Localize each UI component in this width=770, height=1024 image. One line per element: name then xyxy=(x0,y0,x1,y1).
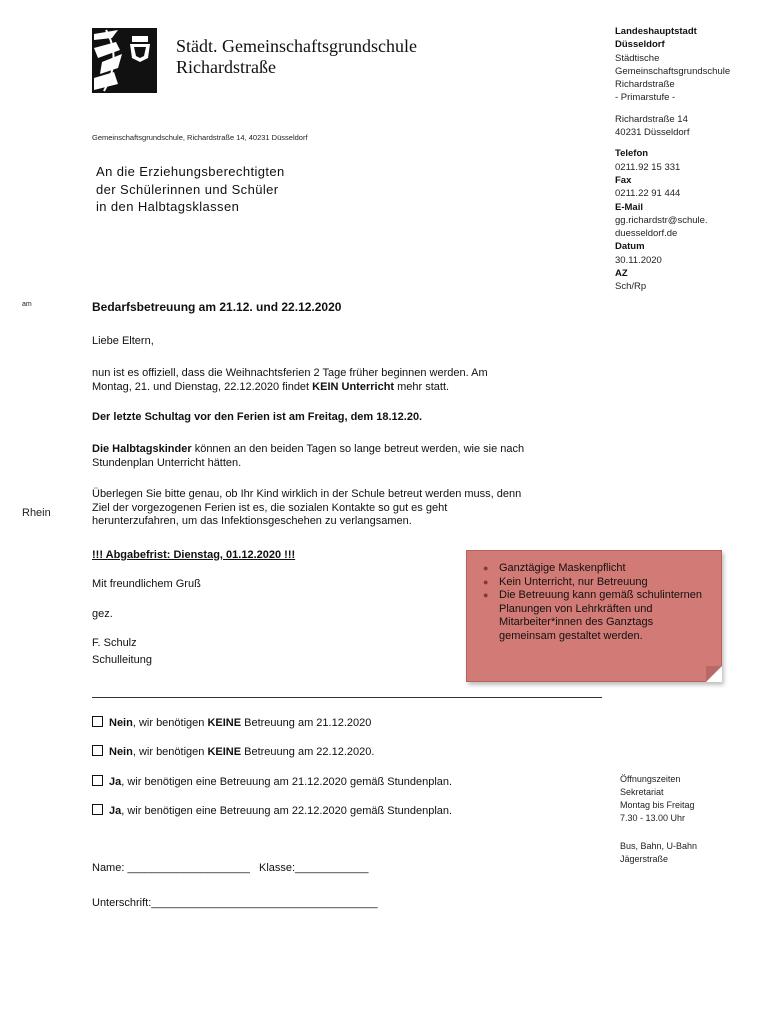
info-date-label: Datum xyxy=(615,241,645,253)
info-org1: Landeshauptstadt xyxy=(615,26,697,37)
city-emblem-icon xyxy=(92,28,157,93)
signature-field[interactable]: Unterschrift:_____________________________________ xyxy=(92,897,378,909)
note-list xyxy=(483,562,711,643)
paragraph-1 xyxy=(92,367,612,394)
info-addr2: 40231 Düsseldorf xyxy=(615,127,690,139)
office-hours xyxy=(620,773,760,825)
option-yes-22[interactable]: Ja, wir benötigen eine Betreuung am 22.12.2020 gemäß Stundenplan. xyxy=(92,804,452,817)
info-email-label: E-Mail xyxy=(615,201,643,213)
paragraph-3-line2: Stundenplan Unterricht hätten. xyxy=(92,456,242,469)
letter-subject: Bedarfsbetreuung am 21.12. und 22.12.2020 xyxy=(92,300,342,314)
greeting: Liebe Eltern, xyxy=(92,335,154,347)
sender-address-line: Gemeinschaftsgrundschule, Richardstraße 14, 40231 Düsseldorf xyxy=(92,133,308,142)
paragraph-3-line1: Die Halbtagskinder können an den beiden Tagen so lange betreut werden, wie sie nach xyxy=(92,443,525,455)
info-fax: 0211.22 91 444 xyxy=(615,188,681,200)
info-org3: Städtische xyxy=(615,52,660,64)
name-field[interactable] xyxy=(92,862,368,874)
paragraph-1-line2: Montag, 21. und Dienstag, 22.12.2020 findet KEIN Unterricht mehr statt. xyxy=(92,380,450,393)
recipient-line2: der Schülerinnen und Schüler xyxy=(96,181,279,197)
info-org2: Düsseldorf xyxy=(615,39,665,51)
office-hours-line2: Sekretariat xyxy=(620,787,664,797)
info-org5: Richardstraße xyxy=(615,79,675,91)
bullet-icon: ● xyxy=(483,590,489,600)
deadline: !!! Abgabefrist: Dienstag, 01.12.2020 !!! xyxy=(92,549,296,561)
school-name-line1: Städt. Gemeinschaftsgrundschule xyxy=(176,36,417,56)
checkbox-icon[interactable] xyxy=(92,716,103,727)
school-name xyxy=(176,36,506,78)
info-org4: Gemeinschaftsgrundschule xyxy=(615,65,731,77)
recipient-block xyxy=(96,163,285,216)
transit-line2: Jägerstraße xyxy=(620,854,669,864)
info-tel-label: Telefon xyxy=(615,148,649,160)
option-yes-21[interactable]: Ja, wir benötigen eine Betreuung am 21.12.2020 gemäß Stundenplan. xyxy=(92,775,452,788)
info-note xyxy=(466,550,722,682)
recipient-line3: in den Halbtagsklassen xyxy=(96,199,240,214)
note-item: ● Kein Unterricht, nur Betreuung xyxy=(483,575,648,588)
info-addr1: Richardstraße 14 xyxy=(615,113,688,125)
cut-line xyxy=(92,697,602,698)
info-az-label: AZ xyxy=(615,268,628,280)
recipient-line1: An die Erziehungsberechtigten xyxy=(96,164,285,179)
info-fax-label: Fax xyxy=(615,174,632,186)
info-email2: duesseldorf.de xyxy=(615,228,678,240)
info-org6: - Primarstufe - xyxy=(615,92,676,104)
bullet-icon: ● xyxy=(483,576,489,587)
page-fold-icon xyxy=(706,666,722,682)
checkbox-icon[interactable] xyxy=(92,804,103,815)
note-item: ● Ganztägige Maskenpflicht xyxy=(483,562,626,574)
paragraph-4-line3: herunterzufahren, um das Infektionsgeschehen zu verlangsamen. xyxy=(92,515,412,527)
signed-note: gez. xyxy=(92,608,113,620)
office-hours-line1: Öffnungszeiten xyxy=(620,774,681,784)
name-label: Name: ____________________ xyxy=(92,862,250,874)
checkbox-icon[interactable] xyxy=(92,745,103,756)
note-item: ● Die Betreuung kann gemäß schulinternen Planungen von Lehrkräften und Mitarbeiter*innen des Ganztags gemeinsam gestaltet werden. xyxy=(483,589,703,642)
margin-note-rhein: Rhein xyxy=(22,507,51,519)
paragraph-2: Der letzte Schultag vor den Ferien ist am Freitag, dem 18.12.20. xyxy=(92,411,423,423)
margin-note-am: am xyxy=(22,301,32,308)
school-name-line2: Richardstraße xyxy=(176,57,276,77)
transit-info xyxy=(620,840,760,866)
school-info-column xyxy=(615,25,765,294)
city-logo xyxy=(92,28,157,93)
office-hours-line3: Montag bis Freitag xyxy=(620,800,695,810)
paragraph-3 xyxy=(92,443,612,470)
checkbox-icon[interactable] xyxy=(92,775,103,786)
info-az: Sch/Rp xyxy=(615,281,647,293)
class-label: Klasse:____________ xyxy=(258,862,369,874)
signer-name: F. Schulz xyxy=(92,637,137,649)
bullet-icon: ● xyxy=(483,563,489,573)
paragraph-4-line1: Überlegen Sie bitte genau, ob Ihr Kind wirklich in der Schule betreut werden muss, denn xyxy=(92,488,522,500)
info-tel: 0211.92 15 331 xyxy=(615,161,681,173)
office-hours-line4: 7.30 - 13.00 Uhr xyxy=(620,813,686,823)
transit-line1: Bus, Bahn, U-Bahn xyxy=(620,841,698,851)
option-no-21[interactable]: Nein, wir benötigen KEINE Betreuung am 21.12.2020 xyxy=(92,716,371,729)
info-email1: gg.richardstr@schule. xyxy=(615,214,708,226)
signer-role: Schulleitung xyxy=(92,654,152,666)
paragraph-4 xyxy=(92,488,612,529)
paragraph-1-line1: nun ist es offiziell, dass die Weihnachtsferien 2 Tage früher beginnen werden. Am xyxy=(92,367,488,379)
paragraph-4-line2: Ziel der vorgezogenen Ferien ist es, die sozialen Kontakte so gut es geht xyxy=(92,501,448,514)
option-no-22[interactable]: Nein, wir benötigen KEINE Betreuung am 22.12.2020. xyxy=(92,745,374,758)
info-date: 30.11.2020 xyxy=(615,254,662,266)
closing: Mit freundlichem Gruß xyxy=(92,578,201,590)
